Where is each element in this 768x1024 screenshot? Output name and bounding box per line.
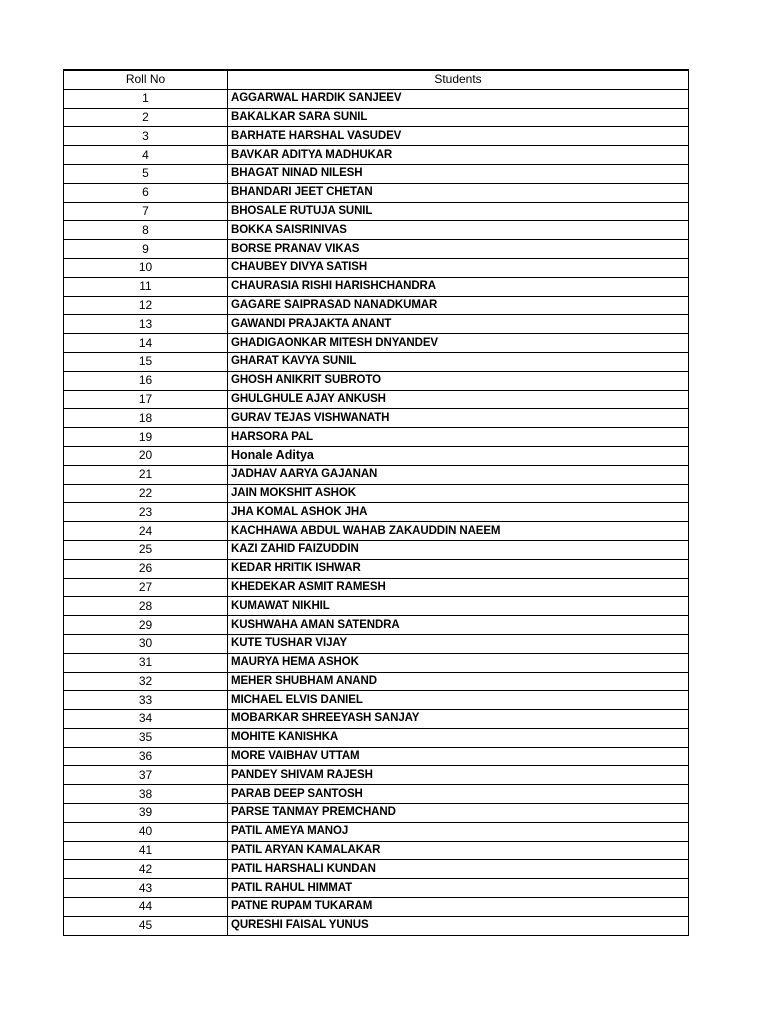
student-roster-sheet xyxy=(63,69,688,936)
roll-number-cell: 13 xyxy=(64,315,228,334)
roll-number-cell: 23 xyxy=(64,503,228,522)
roll-number-cell: 6 xyxy=(64,183,228,202)
table-row xyxy=(64,540,689,559)
student-name-cell: KUTE TUSHAR VIJAY xyxy=(228,634,689,653)
table-row xyxy=(64,747,689,766)
roll-number-cell: 1 xyxy=(64,89,228,108)
student-name-cell: KUSHWAHA AMAN SATENDRA xyxy=(228,616,689,635)
table-row xyxy=(64,653,689,672)
roll-number-cell: 5 xyxy=(64,164,228,183)
student-name-cell: PATNE RUPAM TUKARAM xyxy=(228,898,689,917)
table-row xyxy=(64,898,689,917)
table-row xyxy=(64,277,689,296)
table-row xyxy=(64,710,689,729)
roll-number-cell: 24 xyxy=(64,522,228,541)
table-row xyxy=(64,352,689,371)
roll-number-cell: 21 xyxy=(64,465,228,484)
roll-number-cell: 7 xyxy=(64,202,228,221)
table-row xyxy=(64,315,689,334)
roll-number-cell: 22 xyxy=(64,484,228,503)
table-row xyxy=(64,691,689,710)
student-name-cell: BARHATE HARSHAL VASUDEV xyxy=(228,127,689,146)
roll-number-cell: 25 xyxy=(64,540,228,559)
roll-number-cell: 42 xyxy=(64,860,228,879)
table-row xyxy=(64,428,689,447)
roll-number-cell: 43 xyxy=(64,879,228,898)
roll-number-cell: 34 xyxy=(64,710,228,729)
student-name-cell: MOBARKAR SHREEYASH SANJAY xyxy=(228,710,689,729)
roll-number-cell: 2 xyxy=(64,108,228,127)
roster-body xyxy=(64,89,689,935)
roll-number-cell: 31 xyxy=(64,653,228,672)
student-name-cell: GHADIGAONKAR MITESH DNYANDEV xyxy=(228,334,689,353)
roll-number-cell: 8 xyxy=(64,221,228,240)
roll-number-cell: 4 xyxy=(64,146,228,165)
roll-number-cell: 20 xyxy=(64,446,228,465)
table-row xyxy=(64,634,689,653)
table-row xyxy=(64,183,689,202)
table-row xyxy=(64,522,689,541)
roll-number-cell: 45 xyxy=(64,916,228,935)
student-name-cell: MAURYA HEMA ASHOK xyxy=(228,653,689,672)
roll-number-cell: 26 xyxy=(64,559,228,578)
table-row xyxy=(64,785,689,804)
roll-number-cell: 12 xyxy=(64,296,228,315)
student-name-cell: QURESHI FAISAL YUNUS xyxy=(228,916,689,935)
roll-number-cell: 36 xyxy=(64,747,228,766)
student-name-cell: GAGARE SAIPRASAD NANADKUMAR xyxy=(228,296,689,315)
table-row xyxy=(64,822,689,841)
roll-number-cell: 11 xyxy=(64,277,228,296)
roll-number-cell: 16 xyxy=(64,371,228,390)
roll-number-cell: 27 xyxy=(64,578,228,597)
table-row xyxy=(64,578,689,597)
table-row xyxy=(64,446,689,465)
table-row xyxy=(64,89,689,108)
student-name-cell: JADHAV AARYA GAJANAN xyxy=(228,465,689,484)
table-row xyxy=(64,503,689,522)
roll-number-cell: 18 xyxy=(64,409,228,428)
student-name-cell: KUMAWAT NIKHIL xyxy=(228,597,689,616)
student-name-cell: GAWANDI PRAJAKTA ANANT xyxy=(228,315,689,334)
student-name-cell: GURAV TEJAS VISHWANATH xyxy=(228,409,689,428)
table-row xyxy=(64,616,689,635)
table-row xyxy=(64,841,689,860)
students-header: Students xyxy=(228,70,689,89)
table-row xyxy=(64,559,689,578)
roll-number-cell: 35 xyxy=(64,728,228,747)
table-row xyxy=(64,804,689,823)
table-row xyxy=(64,371,689,390)
table-row xyxy=(64,390,689,409)
student-roster-table xyxy=(63,69,689,936)
table-row xyxy=(64,672,689,691)
student-name-cell: BAKALKAR SARA SUNIL xyxy=(228,108,689,127)
table-row xyxy=(64,860,689,879)
student-name-cell: KACHHAWA ABDUL WAHAB ZAKAUDDIN NAEEM xyxy=(228,522,689,541)
table-row xyxy=(64,240,689,259)
table-row xyxy=(64,465,689,484)
student-name-cell: GHARAT KAVYA SUNIL xyxy=(228,352,689,371)
student-name-cell: PARAB DEEP SANTOSH xyxy=(228,785,689,804)
roll-number-cell: 29 xyxy=(64,616,228,635)
student-name-cell: JHA KOMAL ASHOK JHA xyxy=(228,503,689,522)
table-row xyxy=(64,202,689,221)
roll-number-cell: 17 xyxy=(64,390,228,409)
student-name-cell: GHULGHULE AJAY ANKUSH xyxy=(228,390,689,409)
table-row xyxy=(64,221,689,240)
roll-number-cell: 41 xyxy=(64,841,228,860)
roll-number-cell: 39 xyxy=(64,804,228,823)
roll-number-cell: 14 xyxy=(64,334,228,353)
student-name-cell: Honale Aditya xyxy=(228,446,689,465)
student-name-cell: BOKKA SAISRINIVAS xyxy=(228,221,689,240)
roll-number-cell: 37 xyxy=(64,766,228,785)
student-name-cell: PATIL HARSHALI KUNDAN xyxy=(228,860,689,879)
table-row xyxy=(64,879,689,898)
student-name-cell: CHAUBEY DIVYA SATISH xyxy=(228,258,689,277)
roll-number-cell: 40 xyxy=(64,822,228,841)
student-name-cell: MICHAEL ELVIS DANIEL xyxy=(228,691,689,710)
table-row xyxy=(64,916,689,935)
table-row xyxy=(64,258,689,277)
student-name-cell: PATIL RAHUL HIMMAT xyxy=(228,879,689,898)
roll-number-cell: 30 xyxy=(64,634,228,653)
header-row xyxy=(64,70,689,89)
table-row xyxy=(64,108,689,127)
table-row xyxy=(64,334,689,353)
student-name-cell: KHEDEKAR ASMIT RAMESH xyxy=(228,578,689,597)
table-row xyxy=(64,484,689,503)
roll-number-cell: 10 xyxy=(64,258,228,277)
roll-number-cell: 9 xyxy=(64,240,228,259)
student-name-cell: GHOSH ANIKRIT SUBROTO xyxy=(228,371,689,390)
student-name-cell: KAZI ZAHID FAIZUDDIN xyxy=(228,540,689,559)
student-name-cell: PATIL ARYAN KAMALAKAR xyxy=(228,841,689,860)
roll-number-cell: 44 xyxy=(64,898,228,917)
table-row xyxy=(64,164,689,183)
student-name-cell: BHANDARI JEET CHETAN xyxy=(228,183,689,202)
student-name-cell: MEHER SHUBHAM ANAND xyxy=(228,672,689,691)
table-row xyxy=(64,597,689,616)
student-name-cell: BHOSALE RUTUJA SUNIL xyxy=(228,202,689,221)
student-name-cell: PARSE TANMAY PREMCHAND xyxy=(228,804,689,823)
roll-number-cell: 33 xyxy=(64,691,228,710)
roll-number-cell: 38 xyxy=(64,785,228,804)
student-name-cell: MOHITE KANISHKA xyxy=(228,728,689,747)
roll-number-cell: 15 xyxy=(64,352,228,371)
student-name-cell: PATIL AMEYA MANOJ xyxy=(228,822,689,841)
table-row xyxy=(64,766,689,785)
student-name-cell: BHAGAT NINAD NILESH xyxy=(228,164,689,183)
student-name-cell: JAIN MOKSHIT ASHOK xyxy=(228,484,689,503)
student-name-cell: AGGARWAL HARDIK SANJEEV xyxy=(228,89,689,108)
table-row xyxy=(64,728,689,747)
student-name-cell: HARSORA PAL xyxy=(228,428,689,447)
roll-number-cell: 19 xyxy=(64,428,228,447)
roll-number-cell: 28 xyxy=(64,597,228,616)
table-row xyxy=(64,146,689,165)
student-name-cell: KEDAR HRITIK ISHWAR xyxy=(228,559,689,578)
table-row xyxy=(64,127,689,146)
roll-number-cell: 3 xyxy=(64,127,228,146)
table-row xyxy=(64,409,689,428)
student-name-cell: PANDEY SHIVAM RAJESH xyxy=(228,766,689,785)
student-name-cell: CHAURASIA RISHI HARISHCHANDRA xyxy=(228,277,689,296)
student-name-cell: BAVKAR ADITYA MADHUKAR xyxy=(228,146,689,165)
student-name-cell: BORSE PRANAV VIKAS xyxy=(228,240,689,259)
roll-no-header: Roll No xyxy=(64,70,228,89)
table-row xyxy=(64,296,689,315)
roll-number-cell: 32 xyxy=(64,672,228,691)
student-name-cell: MORE VAIBHAV UTTAM xyxy=(228,747,689,766)
